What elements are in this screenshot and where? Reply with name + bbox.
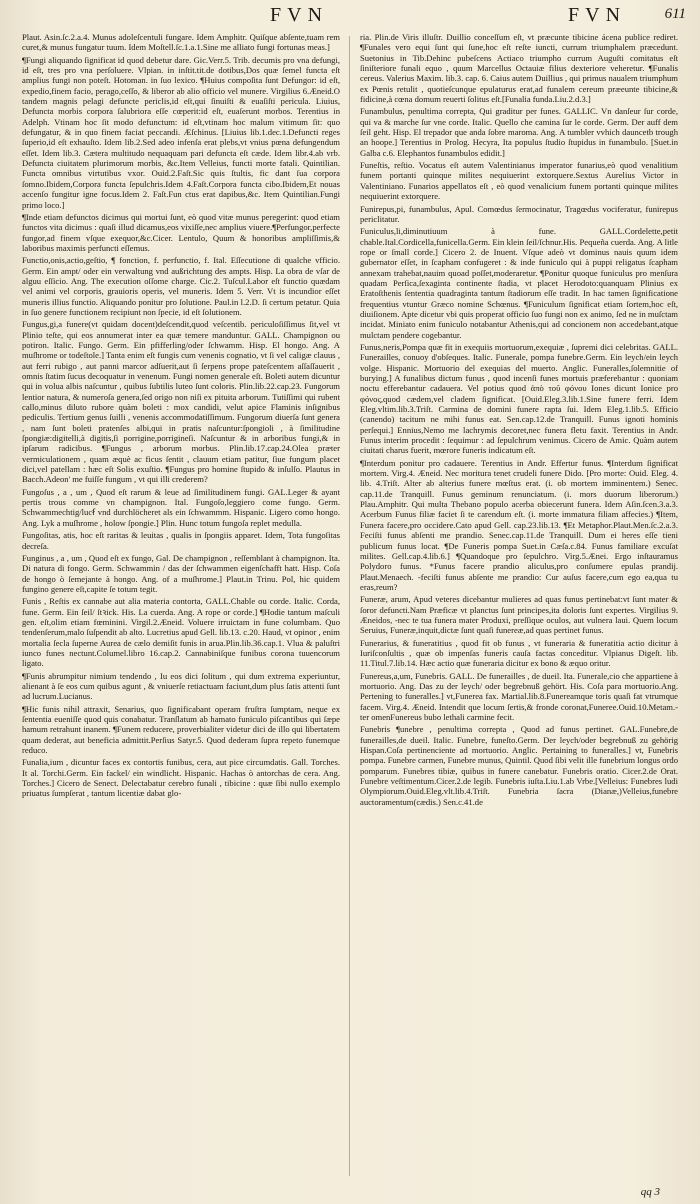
entry-paragraph: Funis , Reſtis ex cannabe aut alia materia contorta, GALL.Chable ou corde. Italic. Corda, fune. Germ. Ein ſeil/ ſtꝛick. His. La cuerda. Ang. A rope or corde.] ¶Hodie tantum maſculi gen. eſt,olim etiam fœminini. Virgil.2.Æneid. Voluere irruictam in fune columbam. Quo tendenſerum,malo ſuſpendit ab alto. Lucretius apud Gell. lib.13. c.20. Haud, vt opinor , enim mortalia ſecla ſuperne Aurea de cælo demiſit funis in arua.Plin.lib.36.cap.1. Vlua & paluſtri iunco funes nectunt.Columel.libro 16.cap.2. Cannabiniſque funibus corona tuuencorum ligato. bbox=[22, 596, 340, 669]
entry-paragraph: Funeræ, arum, Apud veteres dicebantur mulieres ad quas funus pertinebat:vt ſunt mater & ſoror defuncti.Nam Præficæ vt planctus ſunt principes,ita doloris ſunt expertes. Virgilius 9. Æneidos, -nec te tua funera mater Produxi, preſſique oculos, aut vulnera laui. Quem locum Seruius, Funeræ,inquit,dictæ ſunt quaſi funereæ,ad quas pertinet funus. bbox=[360, 594, 678, 636]
entry-paragraph: Funus,neris,Pompa quæ fit in exequiis mortuorum,exequiæ , ſupremi dici celebritas. GALL. Funerailles, conuoy d'obſeques. Italic. Funerale, pompa funebre.Germ. Ein leych/ein leych volge. Hispanic. Mortuorio del exequias del muerto. Anglic. Funeralles,ſolemnitie of burying.] A funalibus dictum funus , quod incenſi funes mortuis præferebantur : quoniam noctu efferebantur cadauera. Vel potius quod ἀπὸ τοῦ φόνου Iones dicunt Ionice pro φόνος,quod cædem,vel cladem ſignificat. [Ouid.Eleg.3.lib.1.Sine funere ferri. Idem Eleg.vltim.lib.3.Triſt. Carmina de domini funere rapta ſui. Idem Eleg.1.lib.5. Efficio (canendo) tacitum ne mihi funus eat. Sen.cap.12.de Tranquill. Funus ignoti hominis perſequi.] Ennius,Nemo me lachrymis decoret,nec funera fletu faxit. Terentius in Andr. Funus interim procedit : ſequimur : ad ſepulchrum venimus. Cicero de Amic. Quàm autem ciuitati charus fuerit, mœrore funeris indicatum eſt. bbox=[360, 341, 678, 456]
page-header bbox=[20, 4, 686, 30]
page-number: 611 bbox=[664, 6, 686, 22]
entry-paragraph: Funeſtis, reſtio. Vocatus eſt autem Valentinianus imperator funarius,eò quod venalitium funem portanti quinque milites nequiuerint extorquere.Sextus Aurelius Victor in Valentiniano. Funarios appellatos eſt , eò quod venalicium funem portanti quinque milites nequiuerint extorquere. bbox=[360, 160, 678, 202]
entry-paragraph: ¶Hic funis nihil attraxit, Senarius, quo ſignificabant operam fruſtra ſumptam, neque ex ſententia eueniſſe quod quis conabatur. Tranſlatum ab hamato funiculo piſcantibus qui ſæpe hamum retrahunt inanem. ¶Funem reducere, proverbialiter videtur dici de illo qui libertatem quam dederat, aut beneficia admittit.Perſius Satyr.5. Quod dederam ſupra repeto funemque reduco. bbox=[22, 703, 340, 756]
entry-paragraph: Funirepus,pi, funambulus, Apul. Comœdus ſermocinatur, Tragœdus vociferatur, funirepus periclitatur. bbox=[360, 203, 678, 224]
entry-paragraph: Fungus,gi,a funere(vt quidam docent)deſcendit,quod veſcentib. periculoſiſſimus ſit,vel vt Plinio teſte, qui eos annumerat inter ea quæ temere manduntur. GALL. Champignon ou potiron. Italic. Fungo. Germ. Ein pfifferling/oder ſchwamm. Hisp. El hongo. Ang. A muſhrome or todeſtole.] Tanta enim eſt fungis cum venenis cognatio, vt ſi vel caligæ clauus , aut ferri rubigo , aut panni marcor adſuerit,aut ſi ſerpens prope pateſcentem aſſaſſauerit , omnis ſtatim ſucus decoquatur in venenum. Fungi nomen generale eſt. Boleti autem dicuntur qui in volua albis naſcuntur , quibus ſubtilis luteo ſunt coloris. Plin.lib.22.cap.23. Fungorum lentior natura, & numeroſa genera,ſed origo non niſi ex pituita arborum. Tutiſſimi qui rubent callo,minus diluto rubore quàm boleti : mox candidi, velut apice Flaminis inſignibus pediculis. Tertium genus ſuilli , venenis accommodatiſſimum. Fungorum diuerſa ſunt genera , nam ſunt boleti pratenſes albi,qui in pratis naſcuntur:ſpongioli , à ſimilitudine ſpongiæ:digitelli,à digitis,ſi porrigine,porrigineſi. Naſcuntur & in arboribus fungi,& in ipſarum radicibus. ¶Fungus , arborum morbus. Plin.lib.17.cap.24.Olea præter vermiculationem , quam æquè ac ficus ſentit , clauum etiam patitur, ſiue fungum placet dici,vel patellam : hæc eſt Solis exuſtio. ¶Fungus pro homine ſtupido & inſulſo. Plautus in Bacch.Adeon' me fuiſſe fungum , vt qui illi crederem? bbox=[22, 319, 340, 485]
entry-paragraph: Funalia,ium , dicuntur faces ex contortis funibus, cera, aut pice circumdatis. Gall. Torches. It al. Torchi.Germ. Ein fackel/ ein windlicht. Hispanic. Hachas ò antorchas de cera. Ang. Torches.] Cicero de Senect. Delectabatur cerebro funali , tibicine : quæ ſibi nullo exemplo priuatus ſumpſerat , tantum licentiæ dabat glo- bbox=[22, 757, 340, 799]
entry-paragraph: Fungoſus , a , um , Quod eſt rarum & leue ad ſimilitudinem fungi. GAL.Leger & ayant pertis trous comme vn champignon. Ital. Fungoſo,leggiero come fungo. Germ. Schwammechtig/lucẜ vnd durchlöcheret als ein ſchwammm. Hispanic. Ligero como hongo. Ang. Lyk a muſhrome , holow ſpongie.] Plin. Hunc totum fungoſa replet medulla. bbox=[22, 486, 340, 528]
entry-paragraph: Fungoſitas, atis, hoc eſt raritas & leuitas , qualis in ſpongiis apparet. Idem, Tota fungoſitas decreſa. bbox=[22, 530, 340, 551]
entry-paragraph: Plaut. Asin.ſc.2.a.4. Munus adoleſcentuli fungare. Idem Amphitr. Quiſque abſente,tuam rem curet,& munus fungatur tuum. Idem Moſtell.ſc.1.a.1.Sine me alliato fungi fortunas meas.] bbox=[22, 32, 340, 53]
entry-paragraph: Funambulus, penultima correpta, Qui graditur per funes. GALLIC. Vn danſeur ſur corde, qui va & marche ſur vne corde. Italic. Quello che camina ſur le corde. Germ. Der auff dem ſeil geht. Hisp. El trepador que anda ſobre maroma. Ang. A tumbler vvhich dauncetb trough an hoope.] Terentius in Prolog. Hecyra, Ita populus ſtudio ſtupidus in funambulo. [Suet.in Galba c.6. Elephantos funambulos edidit.] bbox=[360, 106, 678, 158]
entry-paragraph: ¶Funis abrumpitur nimium tendendo , Iu eos dici ſolitum , qui dum extrema experiuntur, alienant à ſe eos cum quibus agunt , & vniuerſe retiactuam faciunt,dum plus ſatis attenti ſunt ad lucrum.Lucianus. bbox=[22, 670, 340, 702]
entry-paragraph: ria. Plin.de Viris illuſtr. Duillio conceſſum eſt, vt præcunte tibicine ácena publice rediret. ¶Funales vero equi ſunt qui ſune,hoc eſt reſte iuncti, currum triumphalem præcedunt. Suetonius in Tib.Dehinc pubeſcens Actiaco triumpho currum Auguſti comitatus eſt ſiniſteriore funali equo , quum Marcellus Octauiæ filius dexteriore veheretur. ¶Funalis cereus. Valerius Maxim. lib.3. cap. 6. Caius autem Duillius , qui primus naualem triumphum ex Pœnis retulit , quotieſcunque epulaturus erat,ad funalem cereum præeunte tibicine,& fidicine,à cœna domum reuerti ſolitus eſt.[Funalia funda.Liu.2.d.3.] bbox=[360, 32, 678, 105]
entry-paragraph: Funereus,a,um, Funebris. GALL. De funerailles , de dueil. Ita. Funerale,cio che appartiene à mortuorio. Ang. Das zu der leych/ oder begrebnuß gehört. His. Coſa para mortuorio.Ang. Pertening to funeralles.] vt,Funerea fax. Martial.lib.8.Funereamque toris quaſi fat vtrumque facem. Virg.4. Æneid. Intendit que locum ſertis,& fronde coronat,Funeree.Ouid.10.Metam.-ter omenFunereus bubo lethali carmine fecit. bbox=[360, 670, 678, 722]
left-column bbox=[22, 32, 340, 1182]
entry-paragraph: Funerarius, & funeratitius , quod fit ob funus , vt funeraria & funeratitia actio dicitur à Iuriſconſultis , quæ ob impenſas funeris cauſa factas conceditur. Vlpianus Digeſt. lib. 11.Titul.7.lib.14. Hæc actio quæ funeraria dicitur ex bono & æquo oritur. bbox=[360, 637, 678, 669]
running-head-right: FVN bbox=[568, 4, 627, 26]
column-divider bbox=[349, 36, 350, 1176]
entry-paragraph: Funginus , a , um , Quod eſt ex fungo, Gal. De champignon , reſſemblant à champignon. Ita. Di natura di fongo. Germ. Schwammin / das der ſchwammen eigenſchafft hatt. Hisp. Coſa de hongo ò ſemejante à hongo. Ang. of a muſhrome.] Plaut.in Trinu. Pol, hic quidem fungino genere eſt,capite ſe totum tegit. bbox=[22, 552, 340, 594]
entry-paragraph: Funebris ¶unebre , penultima correpta , Quod ad funus pertinet. GAL.Funebre,de funerailles,de dueil. Italic. Funebre, funeſto.Germ. Der leych/oder begrebnuß zu gehörig Hispan.Coſa pertinenciente ad mortuorio. Anglic. Pertaining to funeralles.] vt, Funebris pompa. Funebre carmen, Funebre munus, Quintil. Quod ſibi velit ille funebrium longus ordo pomparum. Funebres tibiæ, quibus in funere canebatur. Funebris oratio. Cicer.2.de Orat. Funebre veſtimentum.Cicer.2.de legib. Funebris iuſta.Liu.1.ab Vrbe.[Velleius: Funebres ludi Olympiorum.Ouid.Eleg.vlt.lib.4.Triſt. Funebria ſacra (Dianæ,)Velleius,funebre auctoramentum(cædis.) Sen.c.41.de bbox=[360, 724, 678, 807]
right-column bbox=[360, 32, 678, 1182]
entry-paragraph: ¶Interdum ponitur pro cadauere. Terentius in Andr. Effertur funus. ¶Interdum ſignificat mortem. Virg.4. Æneid. Nec moritura tenet crudeli funere Dido. [Pro morte: Ouid. Eleg. 4. lib. 4.Triſt. Alter ab alterius funere mœſtus erat. (i. ob mortem imminentem.) Senec. cap.11.de Tranquill. Funus geminum renunciatum. (i. mors duorum liberorum.) Plau.Amphitr. Qui multa Thebano populo acerba obiecerunt funera. Idem Aſin.ſcen.3.a.3. Acerbum Funus filiæ faciet ſi te carendum eſt. (i. morte immatura filiam affecies.) ¶Item, Funera facere,pro occidere.Cato apud Gell. cap.23.lib.13. ¶Et Metaphor.Plaut.Men.ſc.2.a.3. Feciſti funus abſenti me prandio. Senec.cap.11.de Tranquill. Dum ei heres eſſe tieni publicum funus locat. ¶De Funeris pompa Suet.in Cæſa.c.84. Funus familiare excuſat milites. Gell.cap.4.lib.6.] ¶Quandoque pro ſepulchro. Virg.5.Ænei. Ergo inſtauramus Polydoro funus. *Funus facere prandio aliculus,pro conſumere epulas prandij. Plaut.Menaech. -feciſti funus abſente me prandio: Cur auſus facere,cum ego ea,qua tu eras,reum? bbox=[360, 457, 678, 592]
entry-paragraph: ¶Inde etiam defunctos dicimus qui mortui ſunt, eò quod vitæ munus peregerint: quod etiam functos vita dicimus : quaſi illud dicamus,eos vixiſſe,nec amplius viuere.¶Perfungor,perfecte fungor,ad finem vſque exequor,&c.Cicer. Lentulo, Quum & honoribus ampliſſimis,& laboribus maximis perfuncti eſſemus. bbox=[22, 211, 340, 253]
entry-paragraph: Funiculus,li,diminutiuum à fune. GALL.Cordelette,petit chable.Ital.Cordicella,funicella.Germ. Ein klein ſeil/ſchnur.His. Pequeña cuerda. Ang. A litle rope or ſmall corde.] Cicero 2. de Inuent. Vſque adeò vt dominus nauis quum idem gubernator eſſet, in ſcapham confugeret : & inde funiculo qui à puppi religatus ſcapham annexam trahebat,nauim quoad poſſet,moderaretur. ¶Ponitur quoque funiculus pro menſura quadam Perſica,ſexaginta continente ſtadia, vt placet Herodoto:quanquam Plinius ex Eratoſthenis ſententia quadraginta tantum ſtadiorum eſſe tradit. In hac tamen ſignificatione frequentius vtuntur Græco nomine Schœnus. ¶Funiculum ſignificat etiam ſortem,hoc eſt, diuiſionem. Apte dicetur vbi quis properat officio ſuo fungi non ex animo, ſed ne in muſctam incidat. Miniato enim funiculo notabantur Athenis,qui ad concionem non accedebant,atque mulctam pendere cogebantur. bbox=[360, 226, 678, 340]
running-head-left: FVN bbox=[270, 4, 329, 26]
entry-paragraph: ¶Fungi aliquando ſignificat id quod debetur dare. Gic.Verr.5. Trib. decumis pro vna defungi, id eſt, tres pro vna perſoluere. Vlpian. in inſtit.tit.de dotibus,Dos quæ ſemel functa eſt amplius fungi non poteſt. Hotoman. in ſuo lexico. ¶Huius compoſita ſunt Defungor: id eſt, expedio,finem facio, perago,ceſſo, & liberor ab alio officio vel munere. Virgilius 6.Æneid.O tandem magnis pelagi defuncte periclis,id eſt,qui ſinuiſti & euaſiſti pericula. Liuius, Defuncta morbis corpora ſalubriora eſſe cœperit:id eſt, euaſerunt morbos. Terentius in Adelph. Vtinam hoc ſit modo defunctum: id eſt,vtinam hoc malum vitimum ſit: quo defungatur, & in quo finem faciat peccandi. Æſchinus. [Liuius lib.1.dec.1.Defuncti reges ſuperio,id eſt exhauſto. Idem lib.2.Sed adeo infenſa erat plebs,vt vnius pœna defungendum eſſet. Idem lib.3. Cætera multitudo nequaquam pari defuncta eſt cæde. Idem libr.4.ab vrb. Defuncta ciuitatem plurimorum morbis, &c.Item Velleius, functi morte fatali. Quintilian. Functa omnibus virtutibus vxor. Ouid.2.Faſt.Sic quis ſtultis, fic dant ſua corpora ſomno.Ibidem,Corpora functa ſepulchris.Idem 4.Faſt.Corpora functa cibo.Ibidem,Et nouas accenſo fungitur igne focus.Idem 2. Faſt.Fun ctus erat dapibus,&c. Item Quintilian.Fungi primo loco.] bbox=[22, 54, 340, 210]
signature-mark: qq 3 bbox=[640, 1186, 660, 1198]
entry-paragraph: Functio,onis,actio,geſtio, ¶ fonction, f. perfunctio, f. Ital. Eſſecutione di qualche vfficio. Germ. Ein ampt/ oder ein verwaltung vnd außrichtung des ampts. Hisp. La obra de vſar de alguu eſſicio. Ang. The execution oſſome charge. Cic.2. Tuſcul.Labor eſt functio quædam vel animi vel corporis, grauioris operis, vel muneris. Idem 5. Verr. Vt is incundior eſſet muneris illius functio. Aliquando ponitur pro ſolutione. Paul.in l.2.D. ſi certum petatur. Quia in ſuo genere functionem recipiunt non ſpecie, id eſt ſolutionem. bbox=[22, 255, 340, 317]
